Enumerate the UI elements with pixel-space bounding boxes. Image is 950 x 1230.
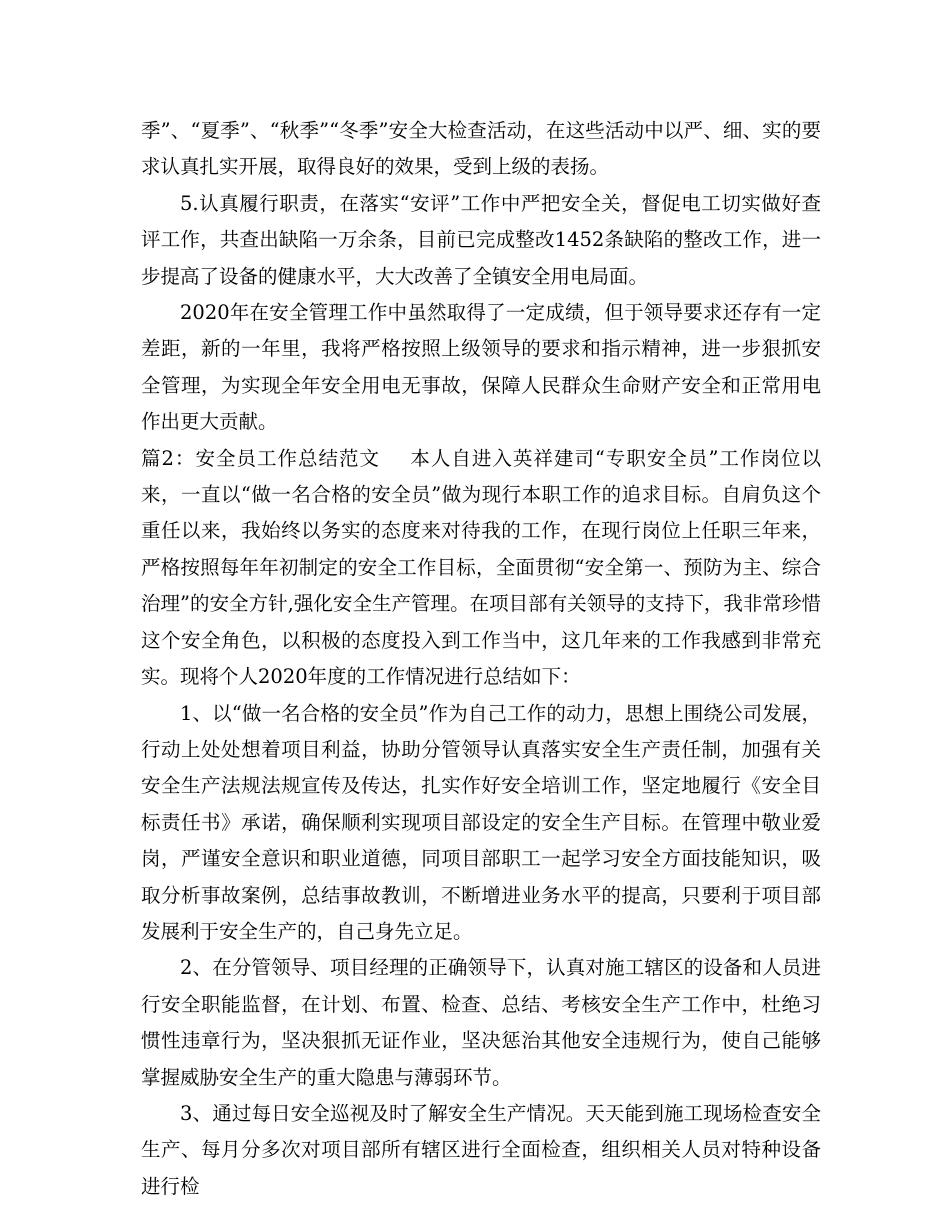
paragraph-point-3: 3、通过每日安全巡视及时了解安全生产情况。天天能到施工现场检查安全生产、每月分多次对项目部所有辖区进行全面检查，组织相关人员对特种设备进行检 [141,1101,821,1198]
paragraph-summary-2020: 2020年在安全管理工作中虽然取得了一定成绩，但于领导要求还存有一定差距，新的一年里，我将严格按照上级领导的要求和指示精神，进一步狠抓安全管理，为实现全年安全用电无事故，保障人民群众生命财产安全和正常用电作出更大贡献。 [141,301,821,434]
document-body [141,113,821,1205]
paragraph-item-5: 5.认真履行职责，在落实“安评”工作中严把安全关，督促电工切实做好查评工作，共查出缺陷一万余条，目前已完成整改1452条缺陷的整改工作，进一步提高了设备的健康水平，大大改善了全镇安全用电局面。 [141,191,821,288]
section-heading: 篇2：安全员工作总结范文 [141,446,381,470]
section-2-paragraph [141,441,821,696]
section-intro: 本人自进入英祥建司“专职安全员”工作岗位以来，一直以“做一名合格的安全员”做为现行本职工作的追求目标。自肩负这个重任以来，我始终以务实的态度来对待我的工作，在现行岗位上任职三年来，严格按照每年年初制定的安全工作目标，全面贯彻“安全第一、预防为主、综合治理”的安全方针,强化安全生产管理。在项目部有关领导的支持下，我非常珍惜这个安全角色，以积极的态度投入到工作当中，这几年来的工作我感到非常充实。现将个人2020年度的工作情况进行总结如下： [141,446,821,689]
paragraph-point-1: 1、以“做一名合格的安全员”作为自己工作的动力，思想上围绕公司发展，行动上处处想着项目利益，协助分管领导认真落实安全生产责任制，加强有关安全生产法规法规宣传及传达，扎实作好安全培训工作，坚定地履行《安全目标责任书》承诺，确保顺利实现项目部设定的安全生产目标。在管理中敬业爱岗，严谨安全意识和职业道德，同项目部职工一起学习安全方面技能知识，吸取分析事故案例，总结事故教训，不断增进业务水平的提高，只要利于项目部发展利于安全生产的，自己身先立足。 [141,701,821,943]
paragraph-continuation: 季”、“夏季”、“秋季”“冬季”安全大检查活动，在这些活动中以严、细、实的要求认真扎实开展，取得良好的效果，受到上级的表扬。 [141,119,821,179]
paragraph-point-2: 2、在分管领导、项目经理的正确领导下，认真对施工辖区的设备和人员进行安全职能监督，在计划、布置、检查、总结、考核安全生产工作中，杜绝习惯性违章行为，坚决狠抓无证作业，坚决惩治其他安全违规行为，使自己能够掌握威胁安全生产的重大隐患与薄弱环节。 [141,956,821,1089]
